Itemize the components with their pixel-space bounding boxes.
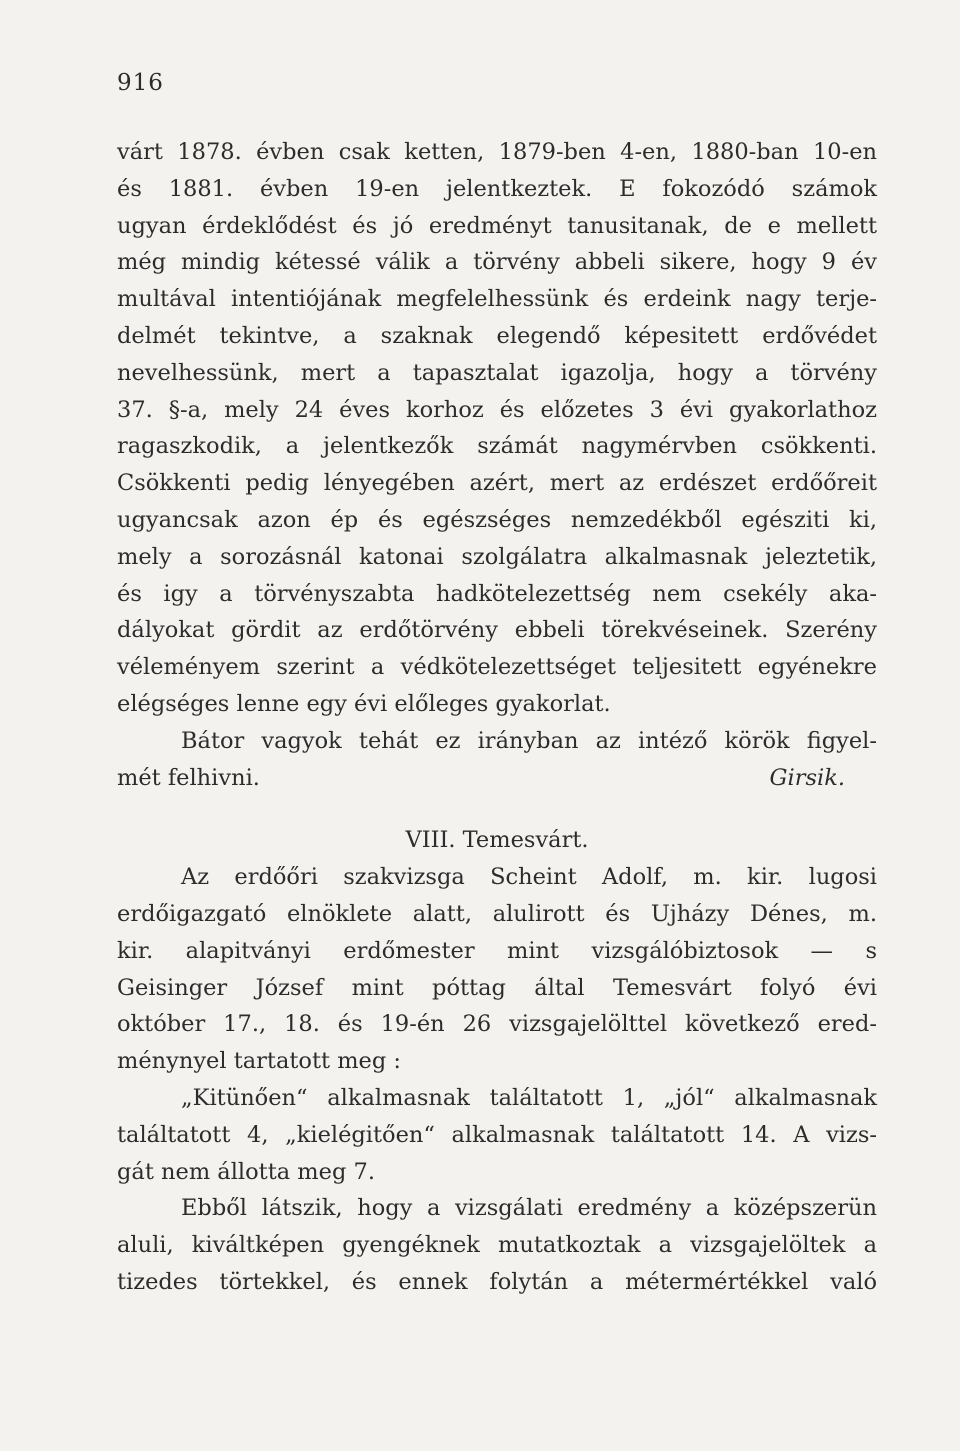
text-line: aluli, kiváltképen gyengéknek mutatkoztak a vizsgajelöltek a — [117, 1232, 877, 1259]
text-line: Csökkenti pedig lényegében azért, mert az erdészet erdőőreit — [117, 470, 877, 497]
text-line: tizedes törtekkel, és ennek folytán a métermértékkel való — [117, 1268, 877, 1295]
signature-line — [117, 760, 877, 797]
text-line: ugyan érdeklődést és jó eredményt tanusitanak, de e mellett — [117, 212, 877, 239]
page-body — [117, 134, 877, 1301]
text-line: „Kitünően“ alkalmasnak találtatott 1, „jól“ alkalmasnak — [181, 1084, 877, 1111]
text-line: várt 1878. évben csak ketten, 1879-ben 4-en, 1880-ban 10-en — [117, 139, 877, 165]
paragraph-3 — [117, 859, 877, 1080]
text-line: még mindig kétessé válik a törvény abbeli sikere, hogy 9 év — [117, 249, 877, 276]
text-line: kir. alapitványi erdőmester mint vizsgálóbiztosok — s — [117, 937, 877, 964]
text-line: ragaszkodik, a jelentkezők számát nagymérvben csökkenti. — [117, 433, 877, 460]
paragraph-1 — [117, 134, 877, 723]
text-line: nevelhessünk, mert a tapasztalat igazolja, hogy a törvény — [117, 359, 877, 386]
page-number: 916 — [117, 70, 164, 96]
text-line: erdőigazgató elnöklete alatt, alulirott és Ujházy Dénes, m. — [117, 900, 877, 927]
text-line: multával intentiójának megfelelhessünk és erdeink nagy terje- — [117, 286, 877, 313]
text-line: 37. §-a, mely 24 éves korhoz és előzetes 3 évi gyakorlathoz — [117, 396, 877, 423]
text-line: ménynyel tartatott meg : — [117, 1048, 401, 1075]
text-line: mely a sorozásnál katonai szolgálatra alkalmasnak jeleztetik, — [117, 543, 877, 570]
text-line: Az erdőőri szakvizsga Scheint Adolf, m. kir. lugosi — [181, 864, 877, 891]
text-line: október 17., 18. és 19-én 26 vizsgajelölttel következő ered- — [117, 1011, 877, 1038]
text-line: találtatott 4, „kielégitően“ alkalmasnak találtatott 14. A vizs- — [117, 1121, 877, 1148]
signature: Girsik. — [769, 764, 845, 791]
text-line: és 1881. évben 19-en jelentkeztek. E fokozódó számok — [117, 175, 877, 202]
text-line: ugyancsak azon ép és egészséges nemzedékből egésziti ki, — [117, 506, 877, 533]
text-line: Bátor vagyok tehát ez irányban az intéző körök figyel- — [181, 727, 877, 754]
text-line: Ebből látszik, hogy a vizsgálati eredmény a középszerün — [181, 1195, 877, 1222]
text-line: delmét tekintve, a szaknak elegendő képesitett erdővédet — [117, 322, 877, 349]
text-line: dályokat gördit az erdőtörvény ebbeli törekvéseinek. Szerény — [117, 617, 877, 644]
text-line: mét felhivni. — [117, 764, 260, 791]
paragraph-2 — [117, 723, 877, 797]
text-line: elégséges lenne egy évi előleges gyakorlat. — [117, 690, 611, 717]
paragraph-4 — [117, 1080, 877, 1190]
text-line: és igy a törvényszabta hadkötelezettség nem csekély aka- — [117, 580, 877, 607]
text-line: véleményem szerint a védkötelezettséget teljesitett egyénekre — [117, 654, 877, 681]
paragraph-5 — [117, 1190, 877, 1300]
section-heading: VIII. Temesvárt. — [405, 827, 589, 854]
text-line: Geisinger József mint póttag által Temesvárt folyó évi — [117, 974, 877, 1001]
text-line: gát nem állotta meg 7. — [117, 1158, 375, 1185]
